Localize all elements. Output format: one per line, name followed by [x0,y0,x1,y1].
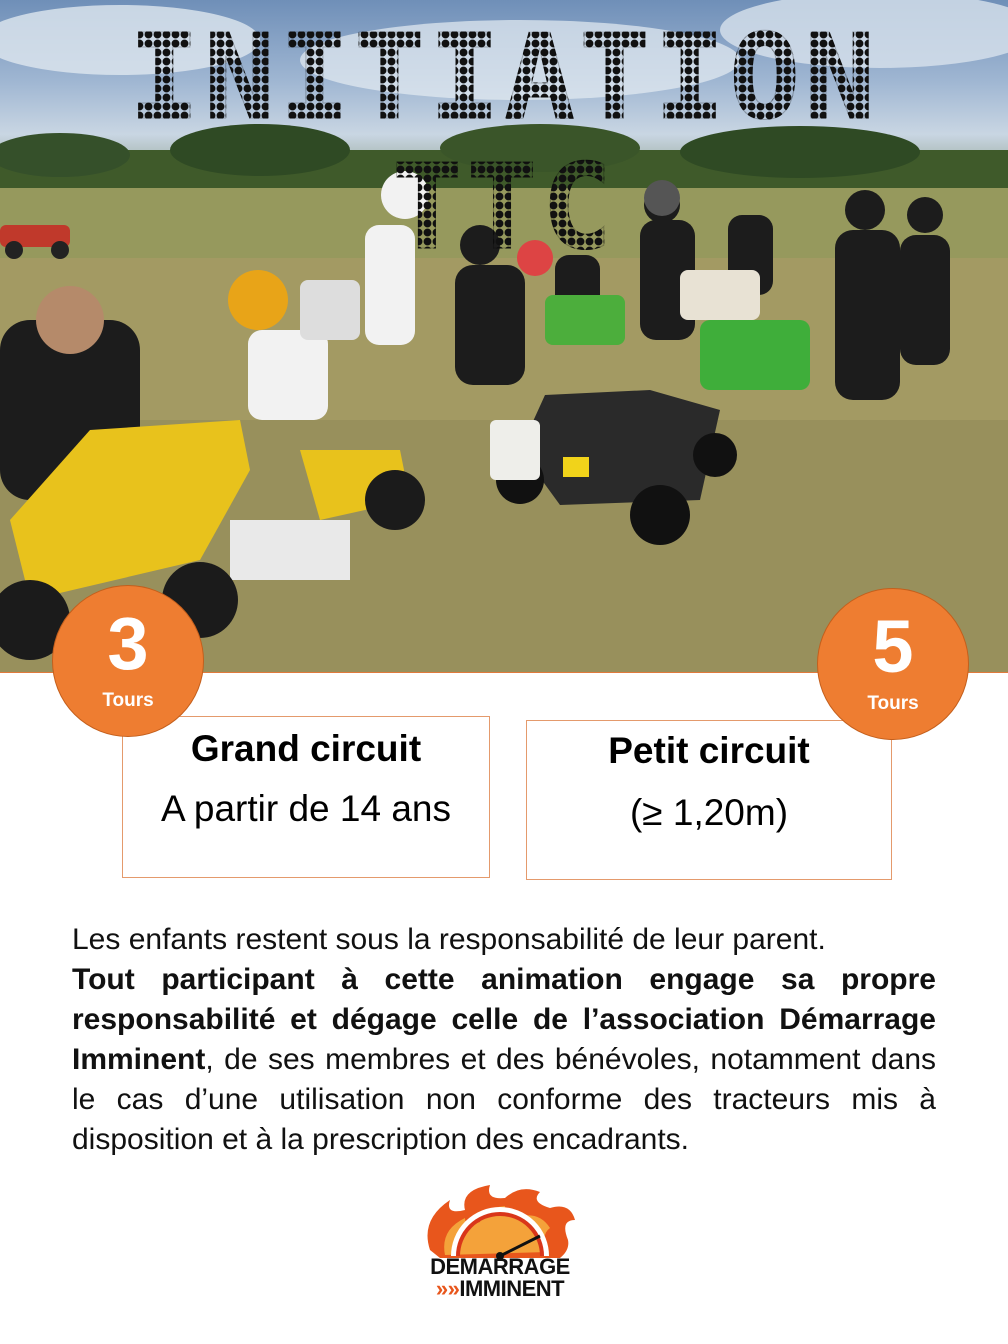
disclaimer-line-1: Les enfants restent sous la responsabilité de leur parent. [72,923,826,956]
logo-word-imminent-text: IMMINENT [459,1276,565,1301]
laps-badge-grand [52,585,204,737]
petit-circuit-condition: (≥ 1,20m) [629,792,789,833]
flame-gauge-icon [410,1180,590,1260]
disclaimer-paragraph [72,920,936,1160]
laps-count: 5 [872,605,914,688]
laps-badge-petit [817,588,969,740]
disclaimer-rest-text: , de ses membres et des bénévoles, notamment dans le cas d’une utilisation non conforme des tracteurs mis à disposition et à la prescription des encadrants. [72,1043,936,1156]
petit-circuit-box [526,720,892,880]
logo-word-imminent [410,1276,590,1302]
laps-count: 3 [107,602,149,685]
page-title: INITIATION TTC [0,12,1008,272]
disclaimer-body [72,963,936,1156]
grand-circuit-title: Grand circuit [190,728,422,769]
demarrage-imminent-logo [410,1180,590,1310]
laps-label: Tours [102,690,154,711]
logo-chevrons-icon: »» [435,1276,460,1301]
grand-circuit-box [122,716,490,878]
laps-label: Tours [867,693,919,714]
disclaimer-bold-text: Tout participant à cette animation engage sa propre responsabilité et dégage celle de l’association Démarrage Imminent [72,963,936,1076]
petit-circuit-title: Petit circuit [608,730,810,771]
logo-word-demarrage: DEMARRAGE [430,1254,570,1279]
grand-circuit-condition: A partir de 14 ans [160,788,452,829]
